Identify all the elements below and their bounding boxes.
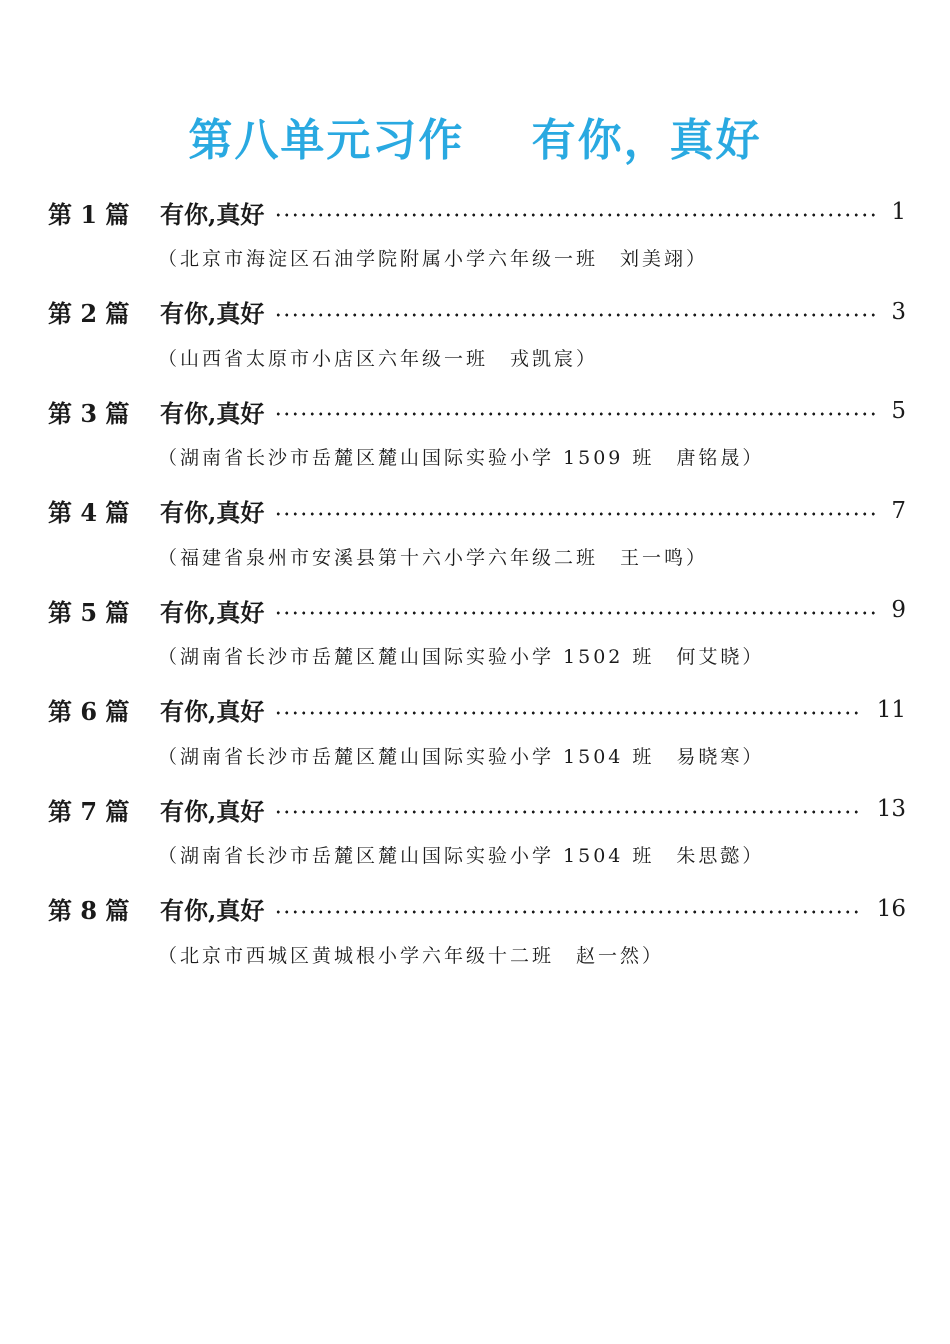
entry-number: 第 3 篇 xyxy=(48,398,130,428)
dot-leader xyxy=(274,910,862,914)
toc-entry-heading[interactable] xyxy=(48,391,906,431)
dot-leader xyxy=(274,611,877,615)
toc-entry-heading[interactable] xyxy=(48,292,906,332)
entry-author: （湖南省长沙市岳麓区麓山国际实验小学 1504 班 朱思懿） xyxy=(158,845,765,867)
toc-entry-7[interactable] xyxy=(48,789,906,889)
dot-leader xyxy=(274,313,877,317)
toc-entry-6[interactable] xyxy=(48,690,906,790)
entry-number: 第 5 篇 xyxy=(48,597,130,627)
page-number: 3 xyxy=(891,298,906,325)
page-number: 16 xyxy=(876,895,906,922)
entry-number: 第 4 篇 xyxy=(48,498,130,527)
toc-entry-heading[interactable] xyxy=(48,889,906,929)
page-title xyxy=(0,104,950,168)
entry-title[interactable]: 有你,真好 xyxy=(160,896,265,925)
entry-title[interactable]: 有你,真好 xyxy=(160,697,265,726)
entry-title[interactable]: 有你,真好 xyxy=(160,796,265,826)
toc-entry-2[interactable] xyxy=(48,292,906,392)
entry-number: 第 7 篇 xyxy=(48,796,130,826)
entry-author: （湖南省长沙市岳麓区麓山国际实验小学 1504 班 易晓寒） xyxy=(158,745,765,768)
toc-entry-8[interactable] xyxy=(48,889,906,989)
toc-entry-1[interactable] xyxy=(48,192,906,292)
dot-leader xyxy=(274,412,877,416)
page-number: 11 xyxy=(876,696,906,723)
page-number: 5 xyxy=(891,398,906,424)
page-number: 13 xyxy=(876,796,906,822)
entry-title[interactable]: 有你,真好 xyxy=(160,597,265,627)
toc-entry-5[interactable] xyxy=(48,590,906,690)
entry-number: 第 2 篇 xyxy=(48,299,130,328)
dot-leader xyxy=(274,512,877,516)
entry-author: （湖南省长沙市岳麓区麓山国际实验小学 1509 班 唐铭晟） xyxy=(158,447,765,469)
entry-author: （北京市海淀区石油学院附属小学六年级一班 刘美翊） xyxy=(158,248,709,270)
entry-title[interactable]: 有你,真好 xyxy=(160,299,265,328)
theme-title: 有你，真好 xyxy=(531,115,762,166)
entry-author: （福建省泉州市安溪县第十六小学六年级二班 王一鸣） xyxy=(158,546,709,569)
unit-title: 第八单元习作 xyxy=(188,115,465,166)
entry-author: （北京市西城区黄城根小学六年级十二班 赵一然） xyxy=(158,944,665,967)
toc-entry-heading[interactable] xyxy=(48,192,906,232)
dot-leader xyxy=(274,810,862,814)
dot-leader xyxy=(274,711,862,715)
toc-entry-heading[interactable] xyxy=(48,690,906,730)
entry-title[interactable]: 有你,真好 xyxy=(160,498,265,527)
toc-entry-heading[interactable] xyxy=(48,590,906,630)
toc-entry-3[interactable] xyxy=(48,391,906,491)
entry-number: 第 8 篇 xyxy=(48,896,130,925)
entry-number: 第 1 篇 xyxy=(48,199,130,229)
page-number: 7 xyxy=(891,497,906,524)
toc-entry-heading[interactable] xyxy=(48,789,906,829)
toc-entry-heading[interactable] xyxy=(48,491,906,531)
page-number: 1 xyxy=(891,199,906,225)
dot-leader xyxy=(274,213,877,217)
entry-title[interactable]: 有你,真好 xyxy=(160,398,265,428)
page-number: 9 xyxy=(891,597,906,623)
entry-author: （湖南省长沙市岳麓区麓山国际实验小学 1502 班 何艾晓） xyxy=(158,646,765,668)
entry-title[interactable]: 有你,真好 xyxy=(160,199,265,229)
toc-entry-4[interactable] xyxy=(48,491,906,591)
entry-number: 第 6 篇 xyxy=(48,697,130,726)
table-of-contents xyxy=(48,192,906,988)
entry-author: （山西省太原市小店区六年级一班 戎凯宸） xyxy=(158,347,599,370)
